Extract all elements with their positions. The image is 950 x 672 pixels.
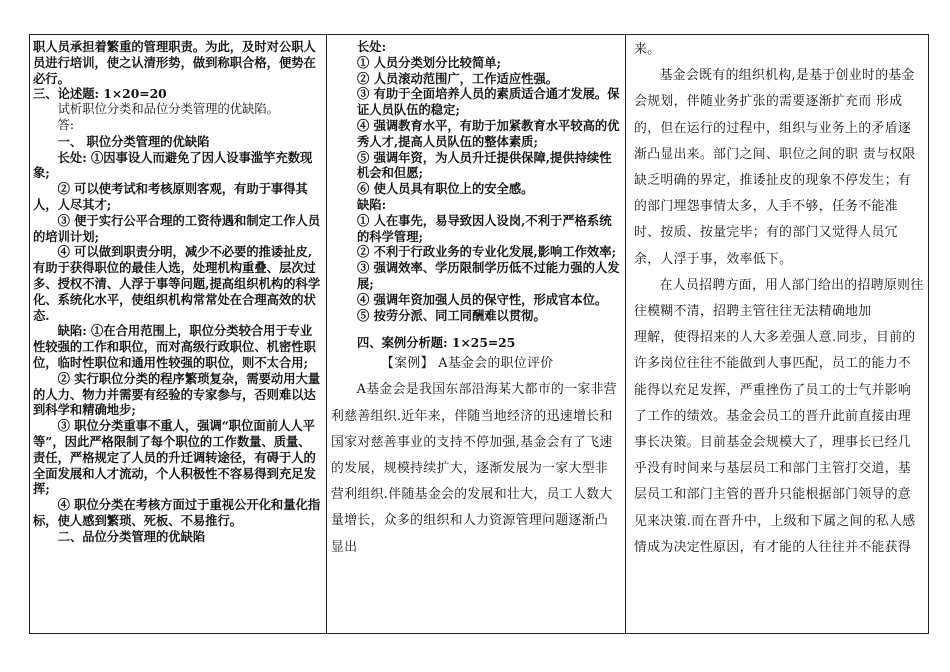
document-page	[29, 34, 929, 634]
paragraph: ⑤ 按劳分派、同工同酬难以贯彻。	[357, 307, 546, 323]
paragraph: 长处:	[357, 39, 387, 54]
paragraph: 在人员招聘方面，用人部门给出的招聘原则往往模糊不清，招聘主管往往无法精确地加	[634, 277, 924, 320]
paragraph: 一、 职位分类管理的优缺陷	[57, 133, 210, 149]
paragraph: ③ 便于实行公平合理的工资待遇和制定工作人员的培训计划;	[33, 212, 321, 244]
paragraph: ⑤ 强调年资，为人员升迁提供保障,提供持续性机会和但愿;	[357, 149, 612, 181]
paragraph: ③ 强调效率、学历限制学历低不过能力强的人发展;	[357, 260, 620, 291]
paragraph: ④ 强调年资加强人员的保守性，形成官本位。	[357, 291, 608, 307]
paragraph: ② 可以使考试和考核原则客观，有助于事得其人，人尽其才;	[33, 181, 308, 212]
paragraph: ⑥ 使人员具有职位上的安全感。	[357, 181, 534, 197]
paragraph: ① 人员分类划分比较简单;	[357, 54, 502, 70]
paragraph: 基金会既有的组织机构,是基于创业时的基金会规划，伴随业务扩张的需要逐渐扩充而 形成的，但在运行的过程中，组织与业务上的矛盾逐渐凸显出来。部门之间、职位之间的职 责与权限缺乏明确的界定，推诿扯皮的现象不停发生；有的部门埋怨事情太多，人手不够，任务不能准时、按质、按量完毕；有的部门又觉得人员冗余，人浮于事，效率低下。	[634, 68, 916, 267]
paragraph: 答:	[57, 117, 75, 132]
paragraph: ② 人员滚动范围广，工作适应性强。	[357, 70, 559, 86]
left-column	[30, 35, 326, 633]
paragraph: ① 人在事先，易导致因人设岗,不利于严格系统的科学管理;	[357, 212, 612, 244]
paragraph: ③ 职位分类重事不重人，强调“职位面前人人平等”，因此严格限制了每个职位的工作数量、质量、责任，严格规定了人员的升迁调转途径，有碍于人的全面发展和人才流动，个人积极性不容易得到充足发挥;	[33, 418, 316, 497]
case-title: 【案例】 A基金会的职位评价	[381, 356, 554, 372]
case-heading: 四、案例分析题: 1×25=25	[357, 335, 516, 351]
paragraph: 缺陷: ①在合用范围上，职位分类较合用于专业性较强的工作和职位，而对高级行政职位、机密性职位，临时性职位和通用性较强的职位，则不太合用;	[33, 323, 316, 370]
paragraph: ④ 职位分类在考核方面过于重视公开化和量化指标，使人感到繁琐、死板、不易推行。	[33, 497, 321, 528]
paragraph: ② 实行职位分类的程序繁琐复杂，需要动用大量的人力、物力并需要有经验的专家参与，否则难以达到科学和精确地步;	[33, 370, 321, 418]
paragraph: 理解，使得招来的人大多差强人意.同步，目前的许多岗位往往不能做到人事匹配，员工的能力不能得以充足发挥，严重挫伤了员工的士气并影响了工作的绩效。基金会员工的晋升此前直接由理事长决策。目前基金会规模大了，理事长已经几乎没有时间来与基层员工和部门主管打交道，基层员工和部门主管的晋升只能根据部门领导的意见来决策.而在晋升中，上级和下属之间的私人感情成为决定性原因，有才能的人往往并不能获得	[634, 330, 916, 555]
paragraph: 长处: ①因事设人而避免了因人设事滥竽充数现象;	[33, 149, 313, 181]
paragraph: 职人员承担着繁重的管理职责。为此，及时对公职人员进行培训，使之认清形势，做到称职合格，便势在必行。	[33, 39, 316, 86]
paragraph: 来。	[634, 42, 661, 57]
case-body: A基金会是我国东部沿海某大都市的一家非营利慈善组织.近年来，伴随当地经济的迅速增长和国家对慈善事业的支持不停加强,基金会有了飞速的发展，规模持续扩大，逐渐发展为一家大型非营利组织.伴随基金会的发展和壮大，员工人数大量增长，众多的组织和人力资源管理问题逐渐凸显出	[331, 382, 617, 555]
right-column	[626, 35, 930, 633]
middle-column	[326, 35, 626, 633]
paragraph: 缺陷:	[357, 196, 387, 212]
paragraph: ③ 有助于全面培养人员的素质适合通才发展。保证人员队伍的稳定;	[357, 86, 620, 118]
paragraph: 三、论述题: 1×20=20	[33, 86, 167, 102]
paragraph: ④ 强调教育水平，有助于加紧教育水平较高的优秀人才,提高人员队伍的整体素质;	[357, 117, 620, 149]
paragraph: ④ 可以做到职责分明，减少不必要的推诿扯皮,有助于获得职位的最佳人选，处理机构重叠、层次过多、授权不清、人浮于事等问题,提高组织机构的科学化、系统化水平，使组织机构常常处在合理高效的状态.	[33, 244, 321, 323]
paragraph: 试析职位分类和品位分类管理的优缺陷。	[57, 102, 279, 117]
paragraph: 二、品位分类管理的优缺陷	[57, 528, 206, 544]
paragraph: ② 不利于行政业务的专业化发展,影响工作效率;	[357, 244, 617, 260]
